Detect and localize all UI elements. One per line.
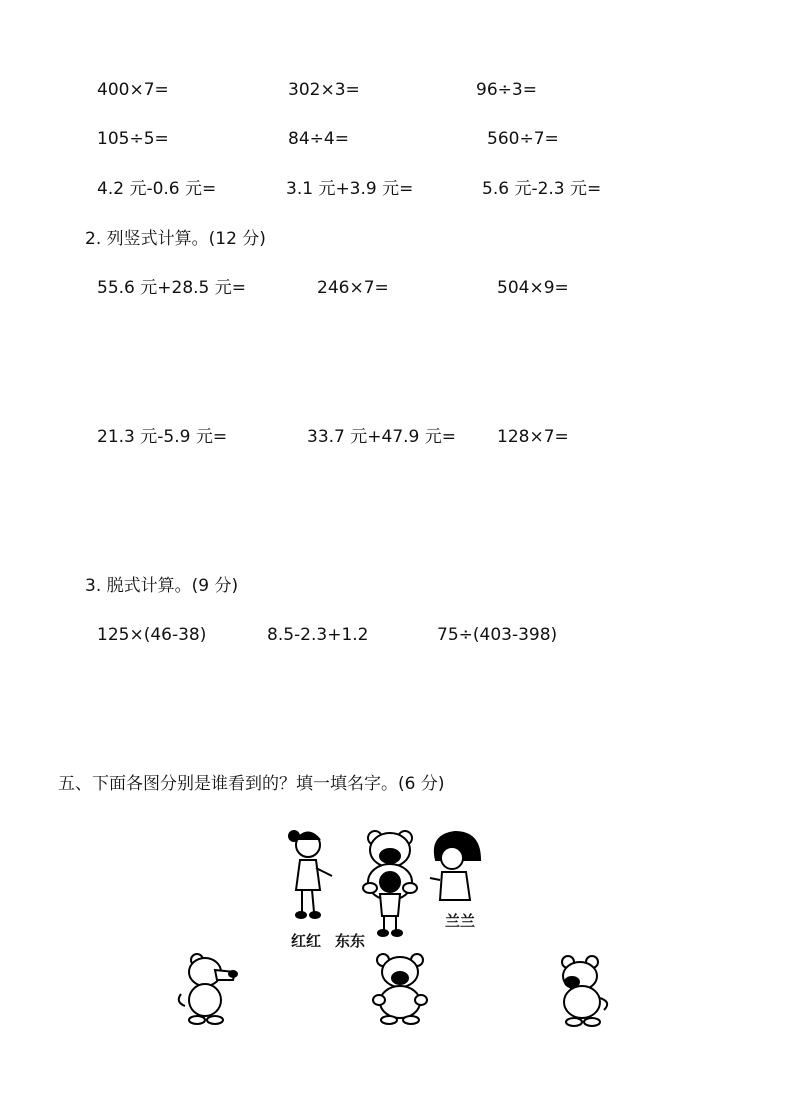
problem: 302×3= xyxy=(288,80,360,100)
name-label-honghong: 红红 xyxy=(291,932,322,950)
problem: 21.3 元-5.9 元= xyxy=(97,427,228,447)
problem: 8.5-2.3+1.2 xyxy=(267,625,369,645)
bear-view-front xyxy=(365,950,435,1026)
problem: 246×7= xyxy=(317,278,389,298)
problem: 504×9= xyxy=(497,278,569,298)
problem: 96÷3= xyxy=(476,80,537,100)
section-heading: 2. 列竖式计算。(12 分) xyxy=(85,229,266,249)
problem: 84÷4= xyxy=(288,129,349,149)
problem: 125×(46-38) xyxy=(97,625,207,645)
bear-view-right xyxy=(548,952,618,1028)
problem: 3.1 元+3.9 元= xyxy=(286,179,414,199)
section-heading: 3. 脱式计算。(9 分) xyxy=(85,576,239,596)
problem: 560÷7= xyxy=(487,129,559,149)
girl-figure xyxy=(430,832,480,900)
problem: 55.6 元+28.5 元= xyxy=(97,278,246,298)
problem: 5.6 元-2.3 元= xyxy=(482,179,602,199)
problem: 128×7= xyxy=(497,427,569,447)
problem: 33.7 元+47.9 元= xyxy=(307,427,456,447)
section-heading: 五、下面各图分别是谁看到的？填一填名字。(6 分) xyxy=(58,774,445,794)
bear-view-left xyxy=(175,950,245,1026)
problem: 400×7= xyxy=(97,80,169,100)
problem: 105÷5= xyxy=(97,129,169,149)
boy-figure xyxy=(378,872,402,936)
problem: 4.2 元-0.6 元= xyxy=(97,179,217,199)
problem: 75÷(403-398) xyxy=(437,625,558,645)
name-label-lanlan: 兰兰 xyxy=(445,912,476,930)
girl-figure xyxy=(289,831,332,918)
name-label-dongdong: 东东 xyxy=(335,932,366,950)
